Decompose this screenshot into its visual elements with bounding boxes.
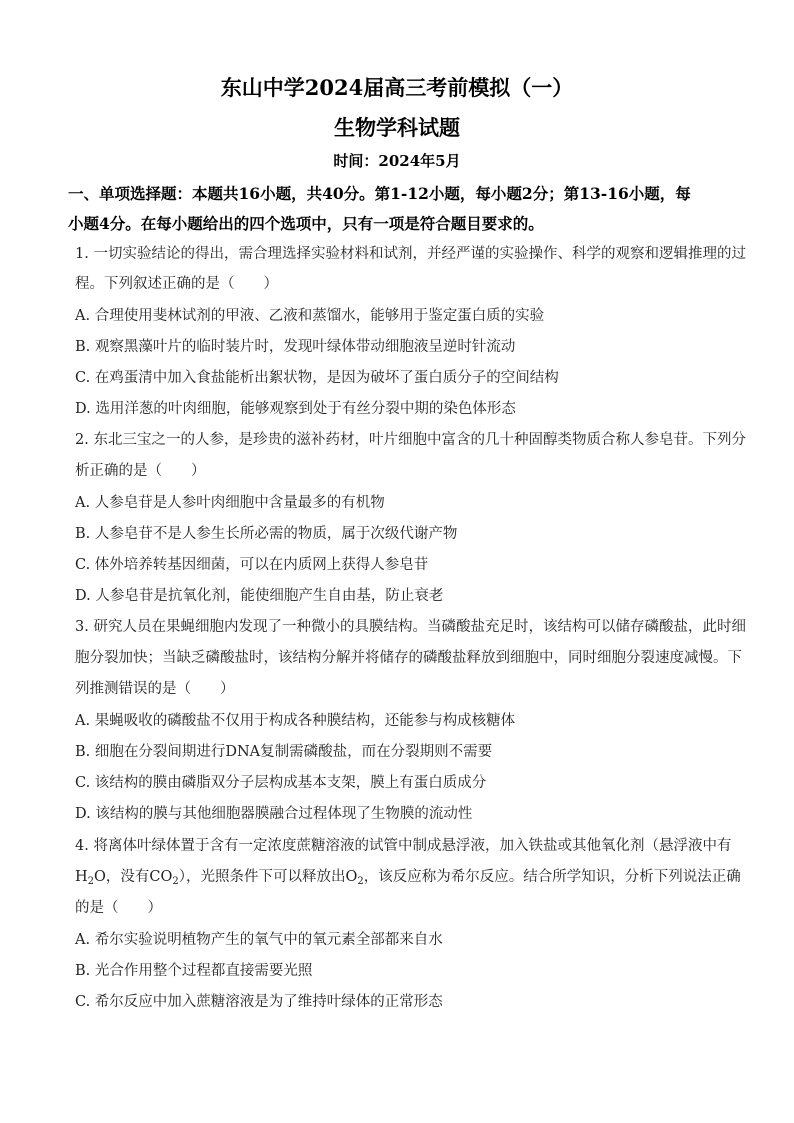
question-1-stem-line2: 程。下列叙述正确的是（ ） <box>75 276 278 292</box>
formula-text: O，没有CO <box>94 869 173 885</box>
question-3-stem-line3: 列推测错误的是（ ） <box>75 681 235 697</box>
question-2-option-c: C. 体外培养转基因细菌，可以在内质网上获得人参皂苷 <box>75 557 429 573</box>
question-2-option-b: B. 人参皂苷不是人参生长所必需的物质，属于次级代谢产物 <box>75 526 458 542</box>
question-3-option-b: B. 细胞在分裂间期进行DNA复制需磷酸盐，而在分裂期则不需要 <box>75 744 493 760</box>
formula-text: ），光照条件下可以释放出O <box>178 869 358 885</box>
question-1-option-a: A. 合理使用斐林试剂的甲液、乙液和蒸馏水，能够用于鉴定蛋白质的实验 <box>75 308 545 324</box>
question-4-stem-line3: 的是（ ） <box>75 900 162 916</box>
question-3-option-d: D. 该结构的膜与其他细胞器膜融合过程体现了生物膜的流动性 <box>75 806 473 822</box>
exam-date: 时间：2024年5月 <box>333 152 461 170</box>
question-3-option-a: A. 果蝇吸收的磷酸盐不仅用于构成各种膜结构，还能参与构成核糖体 <box>75 713 516 729</box>
formula-text: ，该反应称为希尔反应。结合所学知识，分析下列说法正确 <box>363 869 741 885</box>
question-4-option-c: C. 希尔反应中加入蔗糖溶液是为了维持叶绿体的正常形态 <box>75 994 443 1010</box>
section-heading-line1: 一、单项选择题：本题共16小题，共40分。第1-12小题，每小题2分；第13-16小题，每 <box>68 184 691 203</box>
question-1-option-b: B. 观察黑藻叶片的临时装片时，发现叶绿体带动细胞液呈逆时针流动 <box>75 339 516 355</box>
question-2-option-a: A. 人参皂苷是人参叶肉细胞中含量最多的有机物 <box>75 495 385 511</box>
question-1-option-d: D. 选用洋葱的叶肉细胞，能够观察到处于有丝分裂中期的染色体形态 <box>75 401 516 417</box>
question-4-stem-line1: 4. 将离体叶绿体置于含有一定浓度蔗糖溶液的试管中制成悬浮液，加入铁盐或其他氧化剂（悬浮液中有 <box>75 838 732 854</box>
question-3-option-c: C. 该结构的膜由磷脂双分子层构成基本支架，膜上有蛋白质成分 <box>75 775 487 791</box>
question-3-stem-line1: 3. 研究人员在果蝇细胞内发现了一种微小的具膜结构。当磷酸盐充足时，该结构可以储存磷酸盐，此时细 <box>75 619 746 635</box>
question-1-option-c: C. 在鸡蛋清中加入食盐能析出絮状物，是因为破坏了蛋白质分子的空间结构 <box>75 370 559 386</box>
subscript-2: 2 <box>357 876 364 887</box>
subscript-2: 2 <box>87 876 95 887</box>
question-2-stem-line2: 析正确的是（ ） <box>75 463 206 479</box>
question-4-option-b: B. 光合作用整个过程都直接需要光照 <box>75 963 313 979</box>
exam-title: 东山中学2024届高三考前模拟（一） <box>220 75 574 100</box>
section-heading-line2: 小题4分。在每小题给出的四个选项中，只有一项是符合题目要求的。 <box>68 214 544 233</box>
question-2-option-d: D. 人参皂苷是抗氧化剂，能使细胞产生自由基，防止衰老 <box>75 588 444 604</box>
question-4-stem-line2 <box>75 867 741 887</box>
question-3-stem-line2: 胞分裂加快；当缺乏磷酸盐时，该结构分解并将储存的磷酸盐释放到细胞中，同时细胞分裂速度减慢。下 <box>75 650 742 666</box>
question-4-option-a: A. 希尔实验说明植物产生的氧气中的氧元素全部都来自水 <box>75 932 443 948</box>
question-1-stem-line1: 1. 一切实验结论的得出，需合理选择实验材料和试剂，并经严谨的实验操作、科学的观察和逻辑推理的过 <box>75 246 746 262</box>
question-2-stem-line1: 2. 东北三宝之一的人参，是珍贵的滋补药材，叶片细胞中富含的几十种固醇类物质合称人参皂苷。下列分 <box>75 432 746 448</box>
formula-h2o-h: H <box>75 869 88 885</box>
subject-title: 生物学科试题 <box>334 115 460 140</box>
subscript-2: 2 <box>172 876 179 887</box>
